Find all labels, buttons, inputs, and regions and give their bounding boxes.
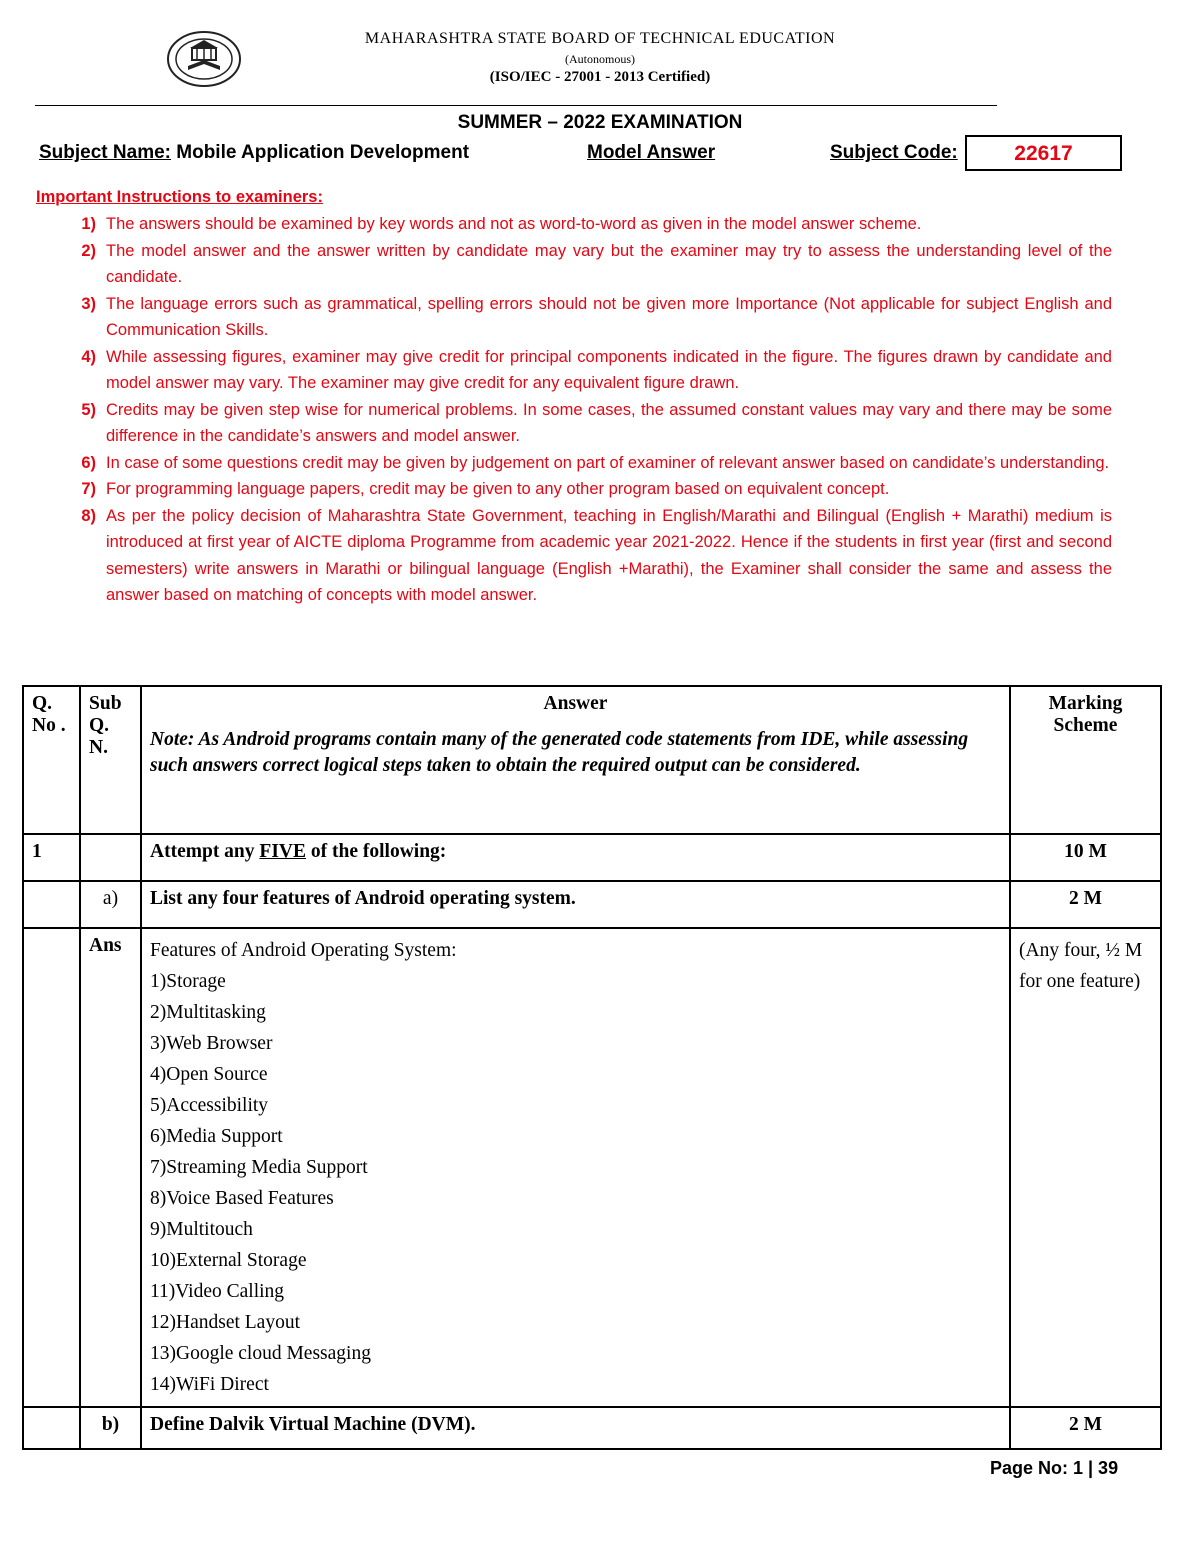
table-row	[23, 928, 1161, 1407]
list-item: 14)WiFi Direct	[150, 1374, 269, 1395]
instruction-item	[36, 238, 1112, 291]
instruction-item	[36, 344, 1112, 397]
table-row	[23, 834, 1161, 881]
instruction-item	[36, 291, 1112, 344]
table-row	[23, 881, 1161, 928]
instruction-number: 7)	[81, 480, 96, 498]
instruction-text: The model answer and the answer written by candidate may vary but the examiner may try to assess the understanding level of the candidate.	[106, 241, 1112, 286]
instruction-number: 4)	[81, 347, 96, 366]
model-answer-label	[587, 142, 715, 164]
question-text	[141, 834, 1010, 881]
features-heading: Features of Android Operating System:	[150, 940, 457, 961]
list-item: 5)Accessibility	[150, 1095, 269, 1116]
sub-question-text: Define Dalvik Virtual Machine (DVM).	[141, 1407, 1010, 1449]
instruction-number: 5)	[81, 400, 96, 419]
empty-cell	[80, 834, 141, 881]
list-item: 11)Video Calling	[150, 1281, 285, 1302]
list-item: 13)Google cloud Messaging	[150, 1343, 371, 1364]
question-text-post: of the following:	[306, 841, 447, 862]
features-list	[150, 935, 1001, 1400]
list-item: 8)Voice Based Features	[150, 1188, 334, 1209]
list-item: 4)Open Source	[150, 1064, 268, 1085]
answer-header: Answer	[543, 693, 608, 714]
marking-scheme-note: (Any four, ½ M for one feature)	[1010, 928, 1161, 1407]
instruction-number: 1)	[81, 215, 96, 233]
subject-name-value: Mobile Application Development	[170, 142, 470, 163]
subject-code-label	[830, 142, 958, 164]
list-item: 3)Web Browser	[150, 1033, 273, 1054]
header-divider	[35, 105, 997, 106]
instruction-text: In case of some questions credit may be given by judgement on part of examiner of relevant answer based on candidate’s understanding.	[106, 453, 1110, 472]
instruction-item	[36, 397, 1112, 450]
list-item: 9)Multitouch	[150, 1219, 253, 1240]
table-header-row	[23, 686, 1161, 834]
list-item: 7)Streaming Media Support	[150, 1157, 368, 1178]
instruction-number: 3)	[81, 294, 96, 313]
empty-cell	[23, 881, 80, 928]
answer-header-cell	[141, 686, 1010, 834]
marking-header: Marking Scheme	[1010, 686, 1161, 834]
sub-question-marks: 2 M	[1010, 881, 1161, 928]
iso-certification: (ISO/IEC - 27001 - 2013 Certified)	[489, 69, 711, 85]
instruction-text: Credits may be given step wise for numerical problems. In some cases, the assumed constant values may vary and there may be some difference in the candidate’s answers and model answer.	[106, 400, 1112, 445]
instruction-item	[36, 476, 1112, 503]
instructions-title: Important Instructions to examiners:	[36, 188, 323, 206]
autonomous-label: (Autonomous)	[565, 52, 635, 66]
instruction-number: 6)	[81, 453, 96, 472]
board-name: MAHARASHTRA STATE BOARD OF TECHNICAL EDUCATION	[364, 30, 836, 47]
instruction-text: The language errors such as grammatical, spelling errors should not be given more Importance (Not applicable for subject English and Communication Skills.	[106, 294, 1112, 339]
subq-header: Sub Q. N.	[80, 686, 141, 834]
subject-name	[39, 142, 469, 164]
instruction-text: While assessing figures, examiner may give credit for principal components indicated in the figure. The figures drawn by candidate and model answer may vary. The examiner may give credit for any equivalent figure drawn.	[106, 347, 1112, 392]
subject-code-value: 22617	[965, 135, 1122, 171]
answer-table	[22, 685, 1162, 1450]
empty-cell	[23, 1407, 80, 1449]
instruction-number: 2)	[81, 241, 96, 260]
instruction-text: As per the policy decision of Maharashtra State Government, teaching in English/Marathi and Bilingual (English + Marathi) medium is introduced at first year of AICTE diploma Programme from academic year 2021-2022. Hence if the students in first year (first and second semesters) write answers in Marathi or bilingual language (English +Marathi), the Examiner shall consider the same and assess the answer based on matching of concepts with model answer.	[106, 506, 1112, 604]
answer-label: Ans	[80, 928, 141, 1407]
instructions-list	[36, 211, 1112, 609]
instruction-number: 8)	[81, 506, 96, 525]
question-text-underlined: FIVE	[259, 841, 306, 862]
instruction-item	[36, 211, 1112, 238]
question-marks: 10 M	[1010, 834, 1161, 881]
list-item: 6)Media Support	[150, 1126, 283, 1147]
instruction-text: The answers should be examined by key words and not as word-to-word as given in the model answer scheme.	[106, 215, 922, 233]
subject-name-label: Subject Name:	[39, 142, 171, 163]
list-item: 12)Handset Layout	[150, 1312, 301, 1333]
instruction-item	[36, 450, 1112, 477]
page-number: Page No: 1 | 39	[990, 1458, 1119, 1478]
subject-code-label-text: Subject Code:	[830, 142, 958, 163]
answer-body	[141, 928, 1010, 1407]
sub-question-label: b)	[80, 1407, 141, 1449]
model-answer-text: Model Answer	[587, 142, 716, 163]
sub-question-label: a)	[80, 881, 141, 928]
list-item: 2)Multitasking	[150, 1002, 266, 1023]
question-text-pre: Attempt any	[150, 841, 260, 862]
answer-note: Note: As Android programs contain many of the generated code statements from IDE, while assessing such answers correct logical steps taken to obtain the required output can be considered.	[150, 729, 969, 776]
sub-question-text: List any four features of Android operating system.	[141, 881, 1010, 928]
table-row	[23, 1407, 1161, 1449]
instructions-block	[36, 188, 1112, 609]
empty-cell	[23, 928, 80, 1407]
list-item: 1)Storage	[150, 971, 226, 992]
question-number: 1	[23, 834, 80, 881]
qno-header: Q. No .	[23, 686, 80, 834]
list-item: 10)External Storage	[150, 1250, 307, 1271]
exam-title: SUMMER – 2022 EXAMINATION	[457, 112, 743, 133]
sub-question-marks: 2 M	[1010, 1407, 1161, 1449]
instruction-text: For programming language papers, credit may be given to any other program based on equivalent concept.	[106, 480, 890, 498]
instruction-item	[36, 503, 1112, 609]
